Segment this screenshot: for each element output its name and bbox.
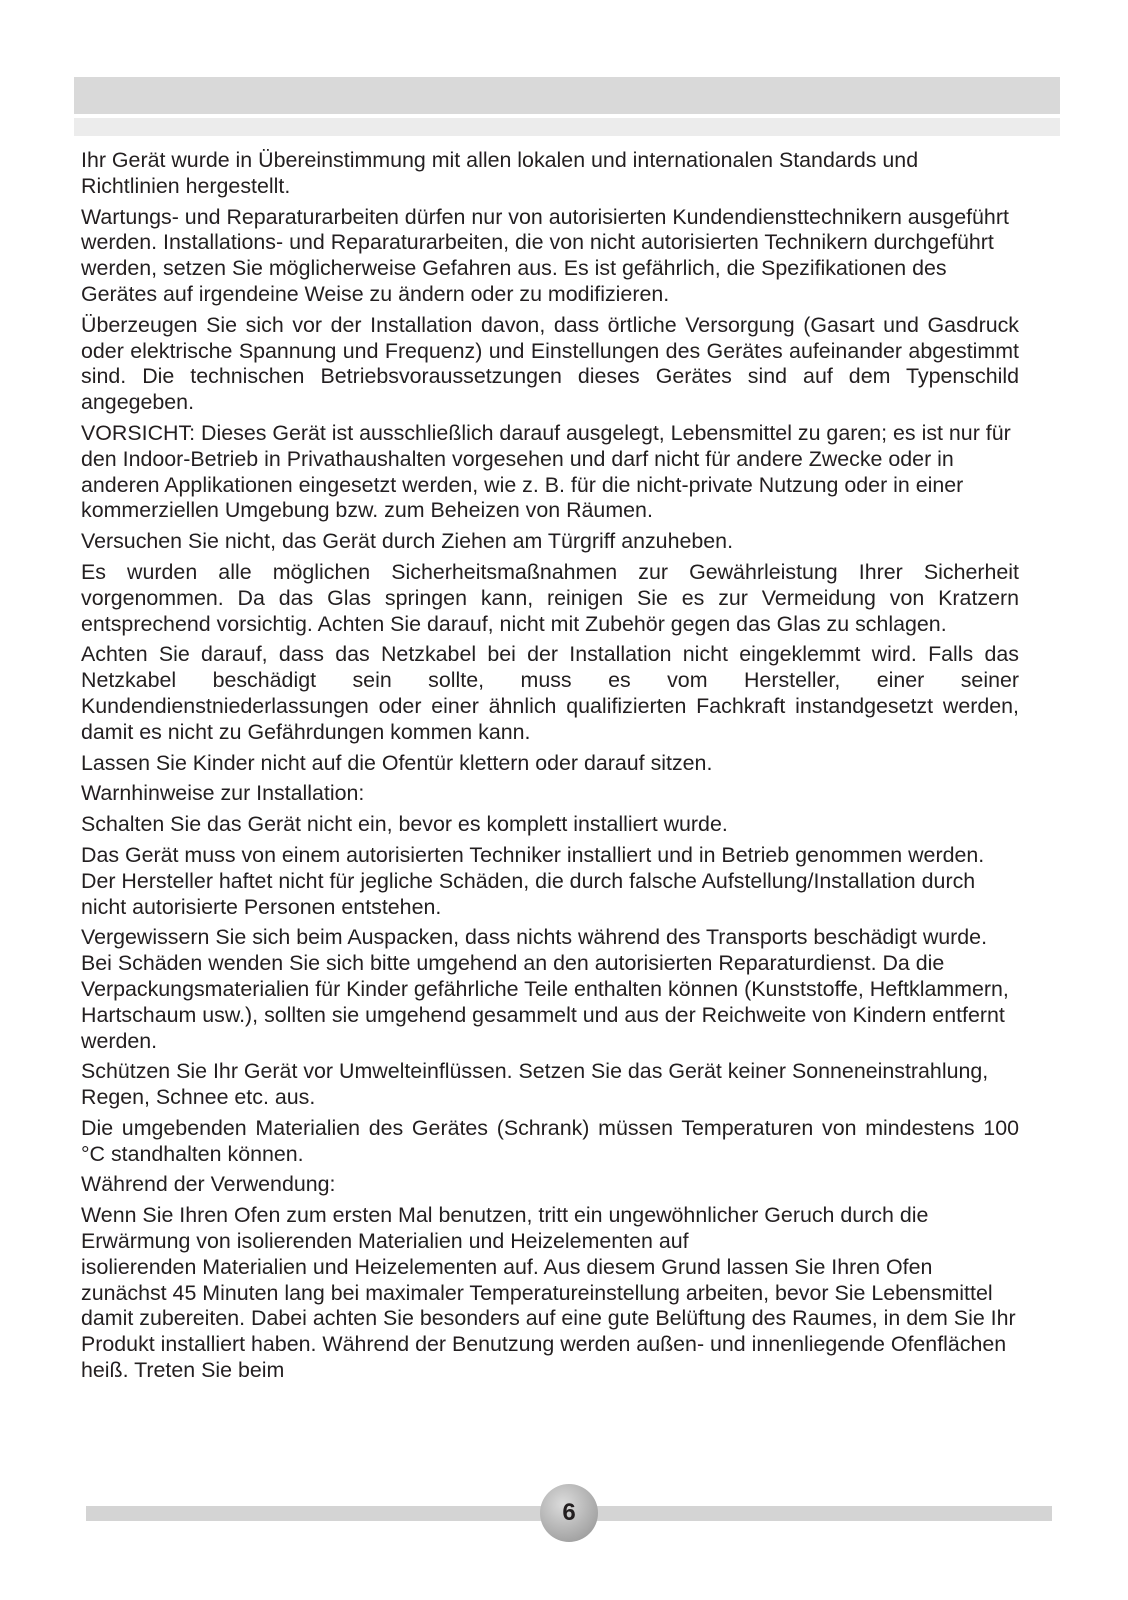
paragraph-environment: Schützen Sie Ihr Gerät vor Umwelteinflüssen. Setzen Sie das Gerät keiner Sonneneinstrahlung, Regen, Schnee etc. aus.	[81, 1059, 989, 1110]
paragraph-glass-safety: Es wurden alle möglichen Sicherheitsmaßnahmen zur Gewährleistung Ihrer Sicherheit vorgenommen. Da das Glas springen kann, reinigen Sie es zur Vermeidung von Kratzern entsprechend vorsichtig. Achten Sie darauf, nicht mit Zubehör gegen das Glas zu schlagen.	[81, 559, 1019, 636]
paragraph-first-use-continued: isolierenden Materialien und Heizelementen auf. Aus diesem Grund lassen Sie Ihren Ofen zunächst 45 Minuten lang bei maximaler Temperatureinstellung arbeiten, bevor Sie Lebensmittel damit zubereiten. Dabei achten Sie besonders auf eine gute Belüftung des Raumes, in dem Sie Ihr Produkt installiert haben. Während der Benutzung werden außen- und innenliegende Ofenflächen heiß. Treten Sie beim	[81, 1254, 1016, 1383]
header-band	[74, 77, 1060, 114]
paragraph-supply-check: Überzeugen Sie sich vor der Installation davon, dass örtliche Versorgung (Gasart und Gasdruck oder elektrische Spannung und Frequenz) und Einstellungen des Gerätes aufeinander abgestimmt sind. Die technischen Betriebsvoraussetzungen dieses Gerätes sind auf dem Typenschild angegeben.	[81, 312, 1019, 415]
paragraph-children-door: Lassen Sie Kinder nicht auf die Ofentür klettern oder darauf sitzen.	[81, 750, 713, 775]
paragraph-door-handle: Versuchen Sie nicht, das Gerät durch Ziehen am Türgriff anzuheben.	[81, 529, 734, 554]
paragraph-unpacking: Vergewissern Sie sich beim Auspacken, dass nichts während des Transports beschädigt wurde. Bei Schäden wenden Sie sich bitte umgehend an den autorisierten Reparaturdienst. Da die Verpackungsmaterialien für Kinder gefährliche Teile enthalten können (Kunststoffe, Heftklammern, Hartschaum usw.), sollten sie umgehend gesammelt und aus der Reichweite von Kindern entfernt werden.	[81, 925, 1009, 1053]
paragraph-standards: Ihr Gerät wurde in Übereinstimmung mit allen lokalen und internationalen Standards und Richtlinien hergestellt.	[81, 148, 919, 198]
paragraph-power-cable: Achten Sie darauf, dass das Netzkabel bei der Installation nicht eingeklemmt wird. Falls das Netzkabel beschädigt sein sollte, muss es vom Hersteller, einer seiner Kundendienstniederlassungen oder einer ähnlich qualifizierten Fachkraft instandgesetzt werden, damit es nicht zu Gefährdungen kommen kann.	[81, 642, 1019, 744]
heading-installation-warnings: Warnhinweise zur Installation:	[81, 781, 365, 806]
paragraph-materials-temperature: Die umgebenden Materialien des Gerätes (Schrank) müssen Temperaturen von mindestens 100 °C standhalten können.	[81, 1115, 1019, 1166]
page-number: 6	[562, 1499, 576, 1526]
paragraph-maintenance: Wartungs- und Reparaturarbeiten dürfen nur von autorisierten Kundendiensttechnikern ausgeführt werden. Installations- und Reparaturarbeiten, die von nicht autorisierten Technikern durchgeführt werden, setzen Sie möglicherweise Gefahren aus. Es ist gefährlich, die Spezifikationen des Gerätes auf irgendeine Weise zu ändern oder zu modifizieren.	[81, 204, 1009, 306]
paragraph-switch-on: Schalten Sie das Gerät nicht ein, bevor es komplett installiert wurde.	[81, 812, 728, 837]
header-strip	[74, 118, 1060, 136]
paragraph-first-use: Wenn Sie Ihren Ofen zum ersten Mal benutzen, tritt ein ungewöhnlicher Geruch durch die Erwärmung von isolierenden Materialien und Heizelementen auf	[81, 1203, 929, 1254]
paragraph-technician: Das Gerät muss von einem autorisierten Techniker installiert und in Betrieb genommen werden. Der Hersteller haftet nicht für jegliche Schäden, die durch falsche Aufstellung/Installation durch nicht autorisierte Personen entstehen.	[81, 842, 985, 919]
page-number-badge	[540, 1484, 598, 1542]
heading-during-use: Während der Verwendung:	[81, 1172, 336, 1197]
paragraph-caution: VORSICHT: Dieses Gerät ist ausschließlich darauf ausgelegt, Lebensmittel zu garen; es ist nur für den Indoor-Betrieb in Privathaushalten vorgesehen und darf nicht für andere Zwecke oder in anderen Applikationen eingesetzt werden, wie z. B. für die nicht-private Nutzung oder in einer kommerziellen Umgebung bzw. zum Beheizen von Räumen.	[81, 420, 1011, 523]
page-content	[81, 148, 1019, 1389]
